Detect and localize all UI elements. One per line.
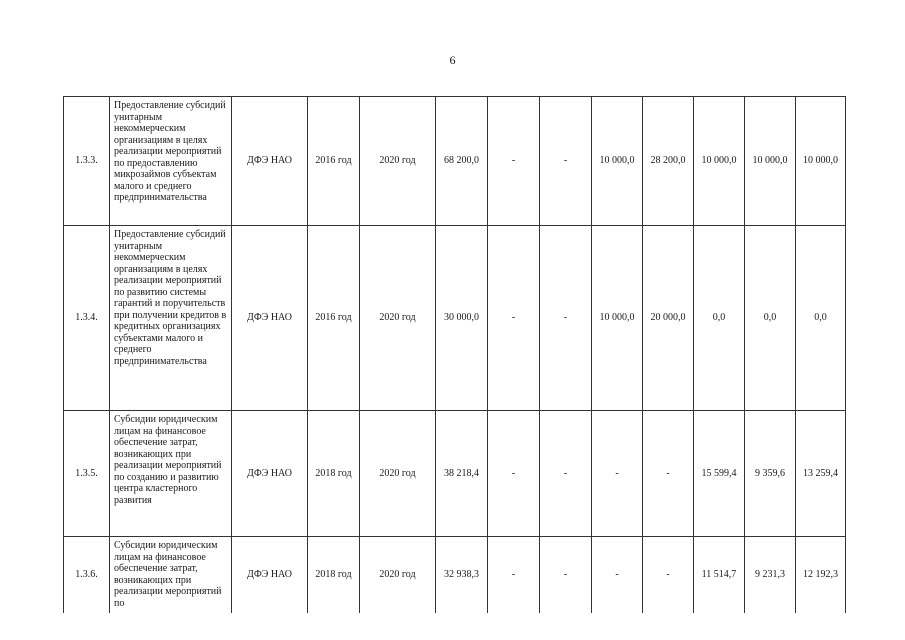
row-value-6: 10 000,0 xyxy=(745,97,796,226)
row-end-year: 2020 год xyxy=(360,97,436,226)
row-value-2: - xyxy=(540,411,592,537)
table-row xyxy=(64,97,846,226)
row-description: Предоставление субсидий унитарным некоммерческим организациям в целях реализации мероприятий по предоставлению микрозаймов субъектам малого и среднего предпринимательства xyxy=(110,97,232,226)
row-value-1: - xyxy=(488,411,540,537)
row-number: 1.3.3. xyxy=(64,97,110,226)
row-value-4: - xyxy=(643,411,694,537)
row-executor: ДФЭ НАО xyxy=(232,97,308,226)
page-number: 6 xyxy=(449,53,456,67)
row-executor: ДФЭ НАО xyxy=(232,226,308,411)
row-total: 38 218,4 xyxy=(436,411,488,537)
table-row xyxy=(64,537,846,613)
row-start-year: 2016 год xyxy=(308,226,360,411)
row-value-7: 0,0 xyxy=(796,226,846,411)
row-value-6: 9 359,6 xyxy=(745,411,796,537)
row-start-year: 2018 год xyxy=(308,411,360,537)
row-value-1: - xyxy=(488,97,540,226)
row-value-5: 0,0 xyxy=(694,226,745,411)
row-total: 30 000,0 xyxy=(436,226,488,411)
row-value-7: 10 000,0 xyxy=(796,97,846,226)
row-start-year: 2018 год xyxy=(308,537,360,613)
row-value-3: - xyxy=(592,411,643,537)
row-executor: ДФЭ НАО xyxy=(232,537,308,613)
row-value-6: 9 231,3 xyxy=(745,537,796,613)
row-executor: ДФЭ НАО xyxy=(232,411,308,537)
row-start-year: 2016 год xyxy=(308,97,360,226)
row-value-7: 12 192,3 xyxy=(796,537,846,613)
row-end-year: 2020 год xyxy=(360,537,436,613)
row-total: 68 200,0 xyxy=(436,97,488,226)
row-value-4: 28 200,0 xyxy=(643,97,694,226)
row-value-5: 11 514,7 xyxy=(694,537,745,613)
budget-table xyxy=(63,96,846,613)
row-value-7: 13 259,4 xyxy=(796,411,846,537)
row-value-1: - xyxy=(488,537,540,613)
row-value-2: - xyxy=(540,226,592,411)
row-value-1: - xyxy=(488,226,540,411)
row-value-2: - xyxy=(540,97,592,226)
row-description: Субсидии юридическим лицам на финансовое обеспечение затрат, возникающих при реализации мероприятий по созданию и развитию центра кластерного развития xyxy=(110,411,232,537)
row-value-4: 20 000,0 xyxy=(643,226,694,411)
row-value-5: 15 599,4 xyxy=(694,411,745,537)
table-row xyxy=(64,411,846,537)
row-total: 32 938,3 xyxy=(436,537,488,613)
table-row xyxy=(64,226,846,411)
row-value-3: - xyxy=(592,537,643,613)
row-description: Субсидии юридическим лицам на финансовое обеспечение затрат, возникающих при реализации мероприятий по xyxy=(110,537,232,613)
row-value-5: 10 000,0 xyxy=(694,97,745,226)
row-value-3: 10 000,0 xyxy=(592,97,643,226)
row-value-4: - xyxy=(643,537,694,613)
row-number: 1.3.6. xyxy=(64,537,110,613)
row-end-year: 2020 год xyxy=(360,411,436,537)
row-number: 1.3.5. xyxy=(64,411,110,537)
row-number: 1.3.4. xyxy=(64,226,110,411)
row-value-6: 0,0 xyxy=(745,226,796,411)
row-value-3: 10 000,0 xyxy=(592,226,643,411)
row-end-year: 2020 год xyxy=(360,226,436,411)
row-value-2: - xyxy=(540,537,592,613)
row-description: Предоставление субсидий унитарным некоммерческим организациям в целях реализации мероприятий по развитию системы гарантий и поручительств при получении кредитов в кредитных организациях субъектами малого и среднего предпринимательства xyxy=(110,226,232,411)
